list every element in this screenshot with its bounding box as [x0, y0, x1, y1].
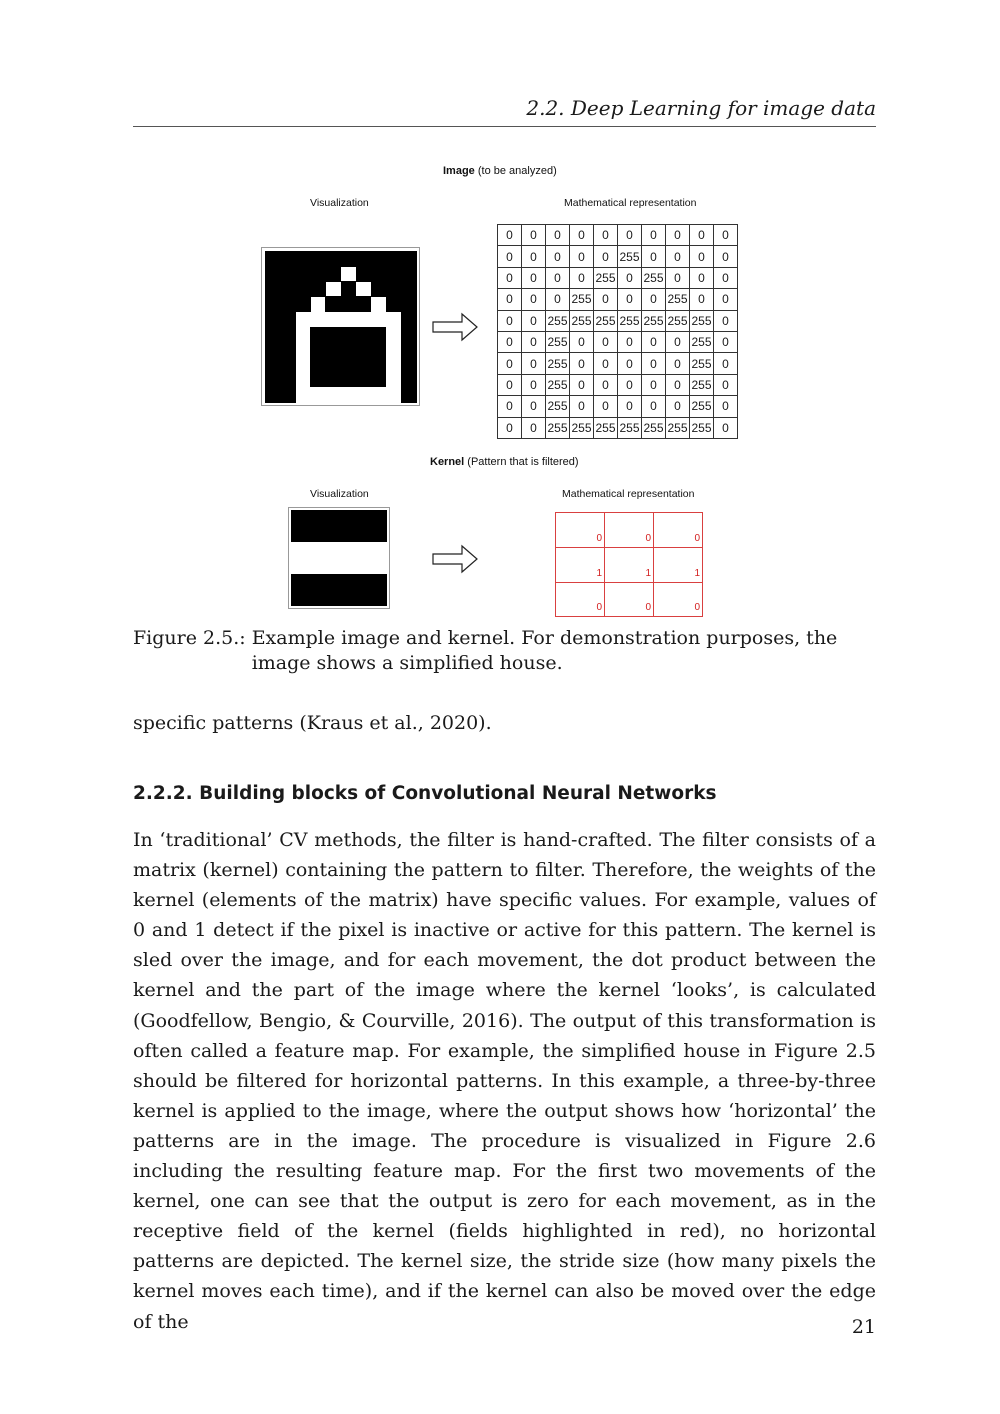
- pixel-dark: [280, 342, 296, 358]
- matrix-cell: 0: [714, 267, 738, 288]
- pixel-dark: [325, 342, 341, 358]
- pixel-dark: [401, 296, 417, 312]
- pixel-dark: [265, 296, 281, 312]
- matrix-cell: 0: [546, 246, 570, 267]
- matrix-cell: 255: [690, 331, 714, 352]
- pixel-dark: [356, 296, 372, 312]
- matrix-cell: 0: [666, 267, 690, 288]
- matrix-cell: 0: [666, 353, 690, 374]
- matrix-cell: 0: [522, 225, 546, 246]
- pixel-dark: [295, 251, 311, 267]
- pixel-dark: [356, 251, 372, 267]
- matrix-cell: 0: [714, 225, 738, 246]
- house-visualization: [261, 247, 420, 406]
- matrix-cell: 0: [618, 353, 642, 374]
- pixel-dark: [341, 372, 357, 388]
- matrix-cell: 0: [642, 353, 666, 374]
- body-paragraph: In ‘traditional’ CV methods, the filter is hand-crafted. The filter consists of a matrix (kernel) containing the pattern to filter. Therefore, the weights of the kernel (elements of the matrix) have specific values. For example, values of 0 and 1 detect if the pixel is inactive or active for this pattern. The kernel is sled over the image, and for each movement, the dot product between the kernel and the part of the image where the kernel ‘looks’, is calculated (Goodfellow, Bengio, & Courville, 2016). The output of this transformation is often called a feature map. For example, the simplified house in Figure 2.5 should be filtered for horizontal patterns. In this example, a three-by-three kernel is applied to the image, where the output shows how ‘horizontal’ the patterns are in the image. The procedure is visualized in Figure 2.6 including the resulting feature map. For the first two movements of the kernel, one can see that the output is zero for each movement, as in the receptive field of the kernel (fields highlighted in red), no horizontal patterns are depicted. The kernel size, the stride size (how many pixels the kernel moves each time), and if the kernel can also be moved over the edge of the: [133, 829, 876, 1333]
- matrix-cell: 255: [618, 310, 642, 331]
- matrix-cell: 0: [498, 374, 522, 395]
- matrix-cell: 0: [714, 289, 738, 310]
- running-header: 2.2. Deep Learning for image data: [133, 96, 876, 127]
- kernel-title-bold: Kernel: [430, 456, 465, 468]
- matrix-cell: 0: [594, 289, 618, 310]
- section-heading: 2.2.2. Building blocks of Convolutional Neural Networks: [133, 783, 717, 804]
- pixel-dark: [371, 266, 387, 282]
- image-title: [443, 165, 557, 177]
- pixel-dark: [325, 357, 341, 373]
- matrix-cell: 0: [546, 289, 570, 310]
- pixel-dark: [280, 296, 296, 312]
- matrix-cell: 255: [690, 310, 714, 331]
- matrix-cell: 0: [714, 396, 738, 417]
- matrix-cell: 0: [570, 374, 594, 395]
- matrix-cell: 255: [666, 289, 690, 310]
- matrix-row: [498, 417, 738, 438]
- page-number: 21: [851, 1316, 876, 1338]
- pixel-dark: [265, 327, 281, 343]
- pixel-dark: [386, 281, 402, 297]
- pixel-dark: [295, 296, 311, 312]
- pixel-dark: [341, 357, 357, 373]
- matrix-cell: 0: [594, 374, 618, 395]
- matrix-cell: 255: [570, 310, 594, 331]
- kernel-cell: 0: [654, 513, 703, 548]
- pixel-dark: [265, 311, 281, 327]
- pixel-dark: [341, 342, 357, 358]
- matrix-cell: 0: [594, 396, 618, 417]
- pixel-dark: [310, 266, 326, 282]
- matrix-cell: 255: [642, 417, 666, 438]
- pixel-dark: [371, 327, 387, 343]
- arrow-right-icon: [432, 544, 478, 574]
- arrow-right-icon: [432, 312, 478, 342]
- pixel-dark: [401, 342, 417, 358]
- matrix-cell: 0: [522, 331, 546, 352]
- kernel-visualization-label: Visualization: [310, 488, 369, 500]
- pixel-dark: [280, 281, 296, 297]
- pixel-dark: [386, 266, 402, 282]
- matrix-cell: 0: [498, 417, 522, 438]
- image-matrix-table: [497, 224, 738, 439]
- matrix-cell: 255: [690, 353, 714, 374]
- pixel-dark: [310, 342, 326, 358]
- kernel-cell: 0: [556, 513, 605, 548]
- matrix-cell: 0: [714, 331, 738, 352]
- matrix-cell: 0: [522, 267, 546, 288]
- matrix-cell: 0: [642, 374, 666, 395]
- pixel-dark: [371, 357, 387, 373]
- pixel-dark: [280, 372, 296, 388]
- matrix-cell: 0: [546, 225, 570, 246]
- pixel-dark: [401, 281, 417, 297]
- matrix-cell: 255: [594, 267, 618, 288]
- matrix-cell: 0: [666, 374, 690, 395]
- pixel-dark: [356, 266, 372, 282]
- pixel-dark: [310, 251, 326, 267]
- matrix-cell: 0: [498, 267, 522, 288]
- matrix-cell: 0: [690, 267, 714, 288]
- matrix-cell: 255: [690, 396, 714, 417]
- matrix-cell: 255: [546, 331, 570, 352]
- matrix-cell: 0: [498, 396, 522, 417]
- kernel-math-label: Mathematical representation: [562, 488, 695, 500]
- pixel-dark: [325, 327, 341, 343]
- kernel-cell: 1: [654, 547, 703, 582]
- pixel-dark: [371, 251, 387, 267]
- pixel-dark: [310, 357, 326, 373]
- pixel-dark: [310, 281, 326, 297]
- matrix-row: [498, 310, 738, 331]
- matrix-cell: 0: [570, 331, 594, 352]
- pixel-dark: [280, 266, 296, 282]
- matrix-cell: 0: [498, 289, 522, 310]
- matrix-cell: 0: [618, 267, 642, 288]
- pixel-dark: [371, 372, 387, 388]
- matrix-cell: 0: [498, 225, 522, 246]
- matrix-cell: 0: [498, 310, 522, 331]
- matrix-cell: 0: [570, 246, 594, 267]
- pixel-dark: [280, 387, 296, 403]
- matrix-cell: 0: [522, 396, 546, 417]
- kernel-band-dark: [291, 510, 387, 542]
- pixel-dark: [310, 327, 326, 343]
- pixel-dark: [265, 251, 281, 267]
- matrix-cell: 0: [714, 246, 738, 267]
- kernel-cell: 1: [556, 547, 605, 582]
- pixel-dark: [341, 296, 357, 312]
- image-title-rest: (to be analyzed): [474, 165, 557, 177]
- kernel-cell: 0: [605, 582, 654, 617]
- pixel-dark: [280, 327, 296, 343]
- matrix-row: [498, 225, 738, 246]
- matrix-cell: 0: [522, 353, 546, 374]
- matrix-row: [498, 374, 738, 395]
- image-visualization-label: Visualization: [310, 197, 369, 209]
- pixel-dark: [386, 251, 402, 267]
- matrix-cell: 0: [594, 246, 618, 267]
- matrix-cell: 0: [666, 331, 690, 352]
- matrix-cell: 0: [642, 396, 666, 417]
- kernel-row: [556, 582, 703, 617]
- matrix-cell: 0: [714, 353, 738, 374]
- matrix-cell: 0: [546, 267, 570, 288]
- matrix-cell: 0: [690, 225, 714, 246]
- pixel-dark: [310, 372, 326, 388]
- matrix-row: [498, 289, 738, 310]
- matrix-cell: 0: [618, 331, 642, 352]
- matrix-cell: 0: [618, 396, 642, 417]
- matrix-cell: 0: [714, 374, 738, 395]
- matrix-cell: 0: [714, 310, 738, 331]
- matrix-row: [498, 246, 738, 267]
- kernel-cell: 1: [605, 547, 654, 582]
- pixel-dark: [265, 357, 281, 373]
- pixel-dark: [280, 357, 296, 373]
- matrix-cell: 0: [498, 353, 522, 374]
- pixel-dark: [386, 296, 402, 312]
- pixel-dark: [341, 281, 357, 297]
- pixel-dark: [325, 251, 341, 267]
- matrix-row: [498, 331, 738, 352]
- pixel-dark: [401, 327, 417, 343]
- pixel-dark: [325, 372, 341, 388]
- matrix-cell: 0: [618, 225, 642, 246]
- pixel-dark: [265, 372, 281, 388]
- matrix-cell: 255: [546, 353, 570, 374]
- matrix-cell: 255: [618, 417, 642, 438]
- matrix-cell: 0: [522, 310, 546, 331]
- pixel-dark: [341, 327, 357, 343]
- matrix-cell: 255: [546, 417, 570, 438]
- matrix-cell: 0: [570, 267, 594, 288]
- matrix-cell: 0: [570, 225, 594, 246]
- matrix-cell: 0: [522, 417, 546, 438]
- pixel-dark: [265, 342, 281, 358]
- pixel-dark: [280, 251, 296, 267]
- pixel-dark: [356, 342, 372, 358]
- matrix-cell: 0: [594, 225, 618, 246]
- kernel-cell: 0: [605, 513, 654, 548]
- kernel-cell: 0: [556, 582, 605, 617]
- pixel-dark: [401, 387, 417, 403]
- matrix-cell: 0: [666, 246, 690, 267]
- kernel-matrix-table: [555, 512, 703, 617]
- matrix-cell: 0: [594, 331, 618, 352]
- matrix-cell: 0: [666, 396, 690, 417]
- caption-label: Figure 2.5.:: [133, 627, 246, 649]
- matrix-cell: 0: [594, 353, 618, 374]
- kernel-row: [556, 513, 703, 548]
- matrix-cell: 0: [570, 396, 594, 417]
- matrix-cell: 0: [618, 289, 642, 310]
- matrix-cell: 255: [666, 417, 690, 438]
- matrix-cell: 255: [666, 310, 690, 331]
- matrix-cell: 255: [546, 396, 570, 417]
- pixel-dark: [401, 266, 417, 282]
- matrix-cell: 0: [522, 374, 546, 395]
- matrix-cell: 255: [570, 417, 594, 438]
- matrix-cell: 255: [570, 289, 594, 310]
- matrix-cell: 0: [714, 417, 738, 438]
- pixel-dark: [356, 327, 372, 343]
- pixel-dark: [356, 357, 372, 373]
- matrix-row: [498, 353, 738, 374]
- pixel-dark: [401, 357, 417, 373]
- pixel-dark: [325, 296, 341, 312]
- pixel-dark: [295, 266, 311, 282]
- matrix-cell: 255: [594, 310, 618, 331]
- matrix-cell: 0: [642, 225, 666, 246]
- pixel-dark: [356, 372, 372, 388]
- matrix-cell: 0: [690, 246, 714, 267]
- matrix-cell: 0: [618, 374, 642, 395]
- pixel-dark: [401, 251, 417, 267]
- pixel-dark: [401, 372, 417, 388]
- matrix-cell: 0: [642, 246, 666, 267]
- kernel-cell: 0: [654, 582, 703, 617]
- kernel-title: [430, 456, 579, 468]
- pixel-dark: [371, 342, 387, 358]
- kernel-visualization: [288, 507, 390, 609]
- pixel-dark: [265, 266, 281, 282]
- pixel-dark: [295, 281, 311, 297]
- pixel-dark: [265, 387, 281, 403]
- matrix-cell: 0: [498, 331, 522, 352]
- image-title-bold: Image: [443, 165, 475, 177]
- matrix-cell: 255: [690, 374, 714, 395]
- matrix-row: [498, 396, 738, 417]
- paragraph-continued: specific patterns (Kraus et al., 2020).: [133, 712, 492, 734]
- matrix-cell: 0: [666, 225, 690, 246]
- matrix-cell: 0: [522, 246, 546, 267]
- matrix-cell: 255: [546, 374, 570, 395]
- matrix-cell: 255: [642, 310, 666, 331]
- kernel-band-dark: [291, 574, 387, 606]
- matrix-cell: 255: [594, 417, 618, 438]
- pixel-dark: [265, 281, 281, 297]
- pixel-dark: [401, 311, 417, 327]
- kernel-title-rest: (Pattern that is filtered): [464, 456, 579, 468]
- matrix-cell: 0: [498, 246, 522, 267]
- matrix-cell: 0: [522, 289, 546, 310]
- matrix-cell: 0: [642, 289, 666, 310]
- pixel-dark: [280, 311, 296, 327]
- matrix-cell: 0: [642, 331, 666, 352]
- matrix-cell: 255: [642, 267, 666, 288]
- matrix-cell: 0: [570, 353, 594, 374]
- matrix-cell: 255: [690, 417, 714, 438]
- pixel-dark: [325, 266, 341, 282]
- caption-text: Example image and kernel. For demonstration purposes, the image shows a simplified house.: [251, 627, 838, 674]
- matrix-row: [498, 267, 738, 288]
- pixel-dark: [341, 251, 357, 267]
- pixel-dark: [371, 281, 387, 297]
- kernel-row: [556, 547, 703, 582]
- matrix-cell: 255: [546, 310, 570, 331]
- matrix-cell: 0: [690, 289, 714, 310]
- matrix-cell: 255: [618, 246, 642, 267]
- figure-caption: [133, 626, 876, 676]
- image-math-label: Mathematical representation: [564, 197, 697, 209]
